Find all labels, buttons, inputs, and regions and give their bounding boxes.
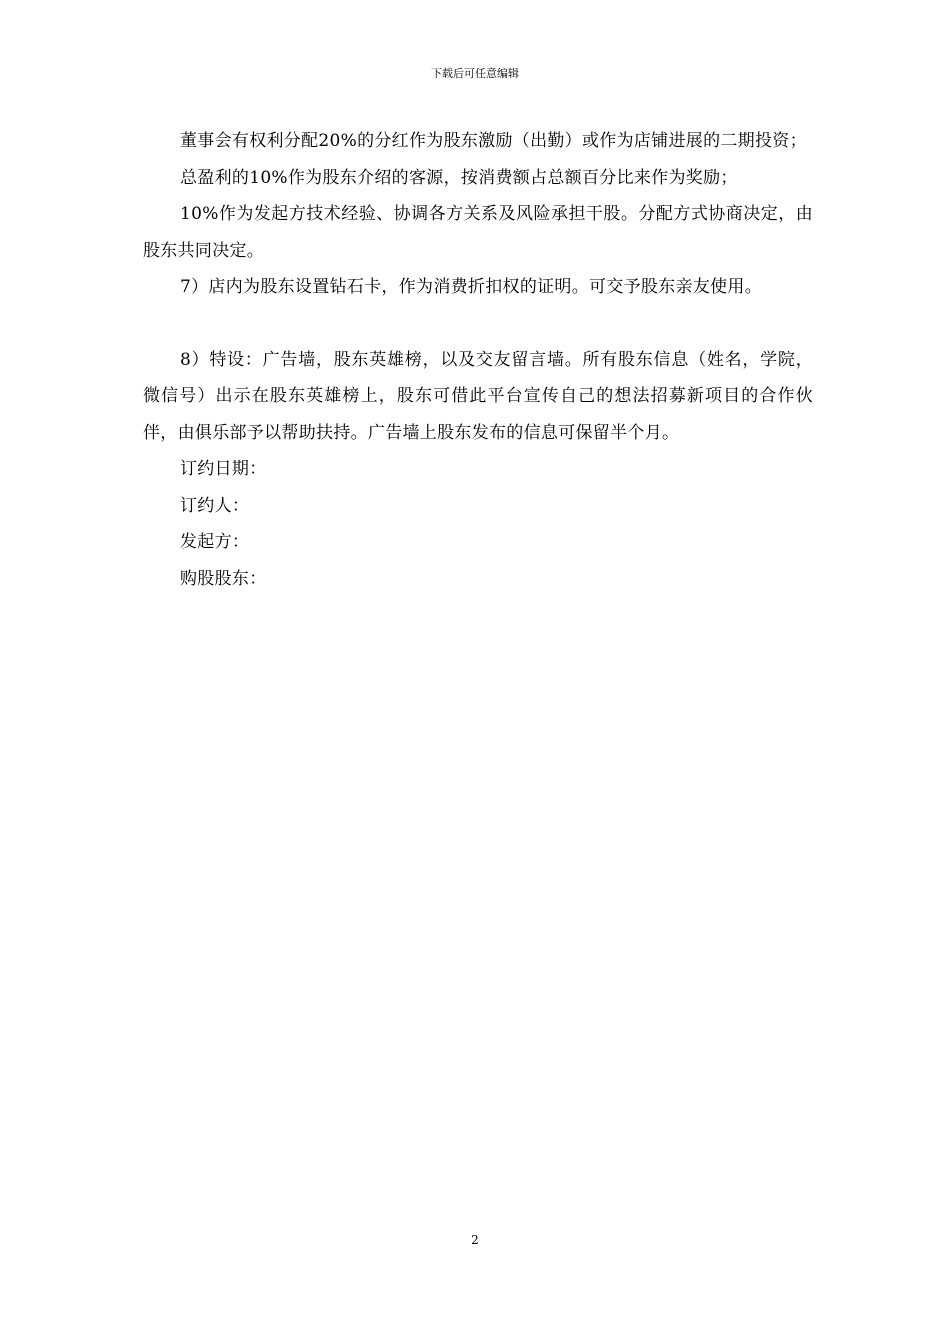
page-header: 下载后可任意编辑 bbox=[431, 67, 519, 80]
document-body bbox=[143, 123, 813, 597]
shareholder-label: 购股股东： bbox=[180, 568, 267, 589]
paragraph-dividend-incentive: 董事会有权利分配20%的分红作为股东激励（出勤）或作为店铺进展的二期投资； bbox=[180, 131, 807, 151]
paragraph-referral-reward: 总盈利的10%作为股东介绍的客源，按消费额占总额百分比来作为奖励； bbox=[180, 167, 738, 188]
signatory-label: 订约人： bbox=[180, 495, 250, 516]
page-number: 2 bbox=[471, 1233, 479, 1247]
paragraph-diamond-card: 7）店内为股东设置钻石卡，作为消费折扣权的证明。可交予股东亲友使用。 bbox=[180, 277, 763, 297]
paragraph-special-walls: 8）特设：广告墙，股东英雄榜，以及交友留言墙。所有股东信息（姓名，学院，微信号）出示在股东英雄榜上，股东可借此平台宣传自己的想法招募新项目的合作伙伴，由俱乐部予以帮助扶持。广告墙上股东发布的信息可保留半个月。 bbox=[143, 349, 813, 443]
signing-date-label: 订约日期： bbox=[180, 459, 267, 479]
initiator-label: 发起方： bbox=[180, 532, 250, 552]
paragraph-founder-shares: 10%作为发起方技术经验、协调各方关系及风险承担干股。分配方式协商决定，由股东共同决定。 bbox=[143, 204, 813, 261]
